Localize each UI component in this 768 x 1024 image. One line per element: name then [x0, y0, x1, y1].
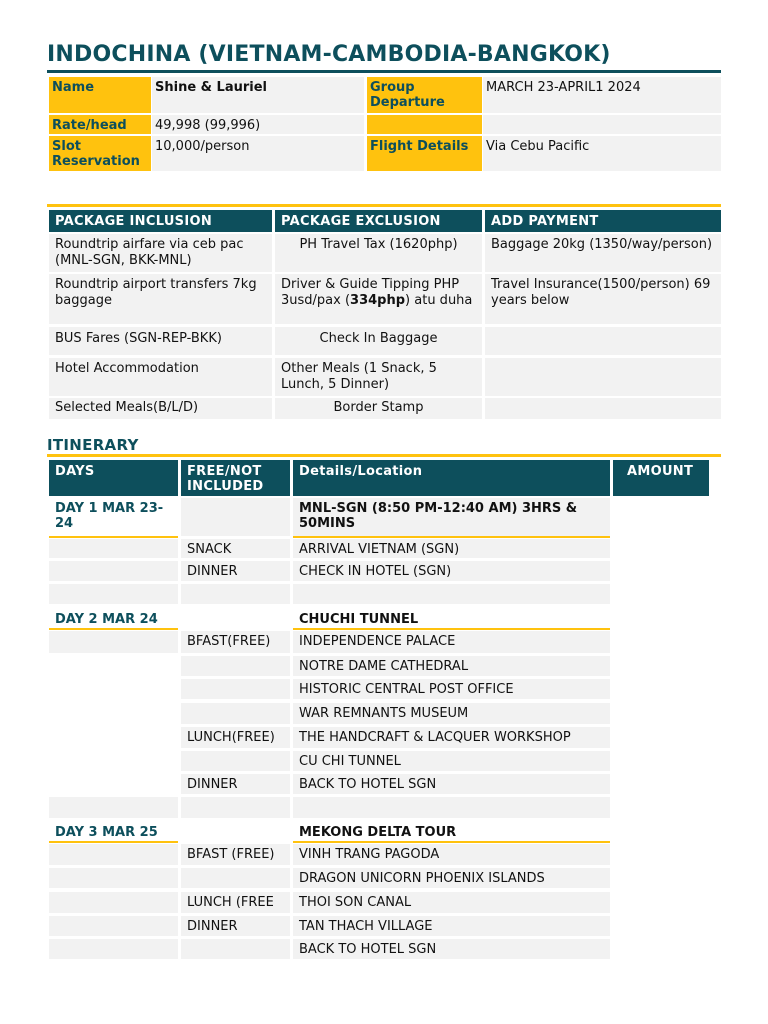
- exclusion-text: Driver & Guide Tipping PHP 3usd/pax (: [281, 277, 460, 308]
- detail-cell: WAR REMNANTS MUSEUM: [293, 703, 610, 724]
- free-cell: [181, 822, 290, 841]
- day-cell: [49, 797, 178, 818]
- detail-cell: BACK TO HOTEL SGN: [293, 939, 610, 959]
- package-divider: [47, 204, 721, 207]
- package-exclusion-header: PACKAGE EXCLUSION: [275, 210, 482, 232]
- inclusion-cell: BUS Fares (SGN-REP-BKK): [49, 327, 272, 355]
- free-cell: LUNCH (FREE: [181, 892, 290, 913]
- package-inclusion-header: PACKAGE INCLUSION: [49, 210, 272, 232]
- free-cell: [181, 584, 290, 604]
- day-cell: [49, 584, 178, 604]
- inclusion-cell: Roundtrip airport transfers 7kg baggage: [49, 274, 272, 324]
- day-cell: [49, 727, 178, 748]
- name-label: Name: [49, 77, 151, 113]
- day-cell: [49, 774, 178, 794]
- payment-cell: [485, 358, 721, 396]
- flight-details-label: Flight Details: [367, 136, 482, 171]
- day-cell: DAY 3 MAR 25: [49, 822, 178, 841]
- amount-header: AMOUNT: [613, 460, 709, 496]
- detail-cell: TAN THACH VILLAGE: [293, 916, 610, 936]
- day-divider: [293, 628, 610, 630]
- free-cell: [181, 679, 290, 699]
- payment-cell: [485, 398, 721, 419]
- free-cell: [181, 656, 290, 676]
- document-title: INDOCHINA (VIETNAM-CAMBODIA-BANGKOK): [47, 42, 611, 67]
- detail-cell: MNL-SGN (8:50 PM-12:40 AM) 3HRS & 50MINS: [293, 498, 610, 536]
- free-not-included-header: FREE/NOT INCLUDED: [181, 460, 290, 496]
- free-cell: DINNER: [181, 916, 290, 936]
- flight-details-value: Via Cebu Pacific: [483, 136, 721, 171]
- free-cell: BFAST (FREE): [181, 844, 290, 865]
- detail-cell: VINH TRANG PAGODA: [293, 844, 610, 865]
- day-cell: [49, 892, 178, 913]
- exclusion-cell: Other Meals (1 Snack, 5 Lunch, 5 Dinner): [275, 358, 482, 396]
- free-cell: DINNER: [181, 561, 290, 581]
- day-cell: [49, 561, 178, 581]
- day-cell: [49, 703, 178, 724]
- add-payment-header: ADD PAYMENT: [485, 210, 721, 232]
- day-cell: [49, 916, 178, 936]
- detail-cell: NOTRE DAME CATHEDRAL: [293, 656, 610, 676]
- free-cell: [181, 751, 290, 771]
- free-cell: [181, 868, 290, 888]
- exclusion-cell: PH Travel Tax (1620php): [275, 234, 482, 272]
- detail-cell: ARRIVAL VIETNAM (SGN): [293, 539, 610, 558]
- details-location-header: Details/Location: [293, 460, 610, 496]
- inclusion-cell: Hotel Accommodation: [49, 358, 272, 396]
- day-cell: [49, 868, 178, 888]
- slot-reservation-value: 10,000/person: [152, 136, 364, 171]
- day-divider: [49, 628, 178, 630]
- inclusion-cell: Roundtrip airfare via ceb pac (MNL-SGN, BKK-MNL): [49, 234, 272, 272]
- detail-cell: BACK TO HOTEL SGN: [293, 774, 610, 794]
- exclusion-amount: 334php: [350, 293, 406, 308]
- inclusion-cell: Selected Meals(B/L/D): [49, 398, 272, 419]
- free-cell: [181, 703, 290, 724]
- payment-cell: Baggage 20kg (1350/way/person): [485, 234, 721, 272]
- free-cell: DINNER: [181, 774, 290, 794]
- free-cell: [181, 498, 290, 536]
- itinerary-divider: [47, 454, 721, 457]
- amount-cell: [613, 498, 710, 558]
- day-cell: [49, 751, 178, 771]
- detail-cell: [293, 797, 610, 818]
- day-cell: [49, 539, 178, 558]
- day-divider: [293, 841, 610, 843]
- day-divider: [49, 841, 178, 843]
- day-cell: [49, 679, 178, 699]
- detail-cell: HISTORIC CENTRAL POST OFFICE: [293, 679, 610, 699]
- rate-extra-label: [367, 115, 482, 134]
- day-divider: [49, 536, 178, 538]
- slot-reservation-label: Slot Reservation: [49, 136, 151, 171]
- day-cell: [49, 656, 178, 676]
- detail-cell: THE HANDCRAFT & LACQUER WORKSHOP: [293, 727, 610, 748]
- free-cell: LUNCH(FREE): [181, 727, 290, 748]
- day-cell: DAY 2 MAR 24: [49, 609, 178, 628]
- day-cell: [49, 844, 178, 865]
- free-cell: [181, 609, 290, 628]
- day-cell: [49, 939, 178, 959]
- free-cell: BFAST(FREE): [181, 631, 290, 653]
- free-cell: [181, 797, 290, 818]
- group-departure-label: Group Departure: [367, 77, 482, 113]
- free-cell: SNACK: [181, 539, 290, 558]
- group-departure-value: MARCH 23-APRIL1 2024: [483, 77, 721, 113]
- days-header: DAYS: [49, 460, 178, 496]
- detail-cell: THOI SON CANAL: [293, 892, 610, 913]
- exclusion-cell: Border Stamp: [275, 398, 482, 419]
- payment-cell: [485, 327, 721, 355]
- itinerary-title: ITINERARY: [47, 436, 139, 454]
- detail-cell: CU CHI TUNNEL: [293, 751, 610, 771]
- detail-cell: [293, 584, 610, 604]
- exclusion-text-end: ) atu duha: [405, 293, 473, 308]
- detail-cell: CHECK IN HOTEL (SGN): [293, 561, 610, 581]
- name-value: Shine & Lauriel: [152, 77, 364, 113]
- detail-cell: CHUCHI TUNNEL: [293, 609, 610, 628]
- detail-cell: MEKONG DELTA TOUR: [293, 822, 610, 841]
- free-cell: [181, 939, 290, 959]
- exclusion-cell: Check In Baggage: [275, 327, 482, 355]
- payment-cell: Travel Insurance(1500/person) 69 years below: [485, 274, 721, 324]
- rate-extra-value: [483, 115, 721, 134]
- exclusion-cell: [275, 274, 482, 324]
- rate-label: Rate/head: [49, 115, 151, 134]
- day-divider: [293, 536, 610, 538]
- rate-value: 49,998 (99,996): [152, 115, 364, 134]
- day-cell: DAY 1 MAR 23-24: [49, 498, 178, 536]
- day-cell: [49, 631, 178, 653]
- detail-cell: INDEPENDENCE PALACE: [293, 631, 610, 653]
- detail-cell: DRAGON UNICORN PHOENIX ISLANDS: [293, 868, 610, 888]
- title-divider: [47, 70, 721, 73]
